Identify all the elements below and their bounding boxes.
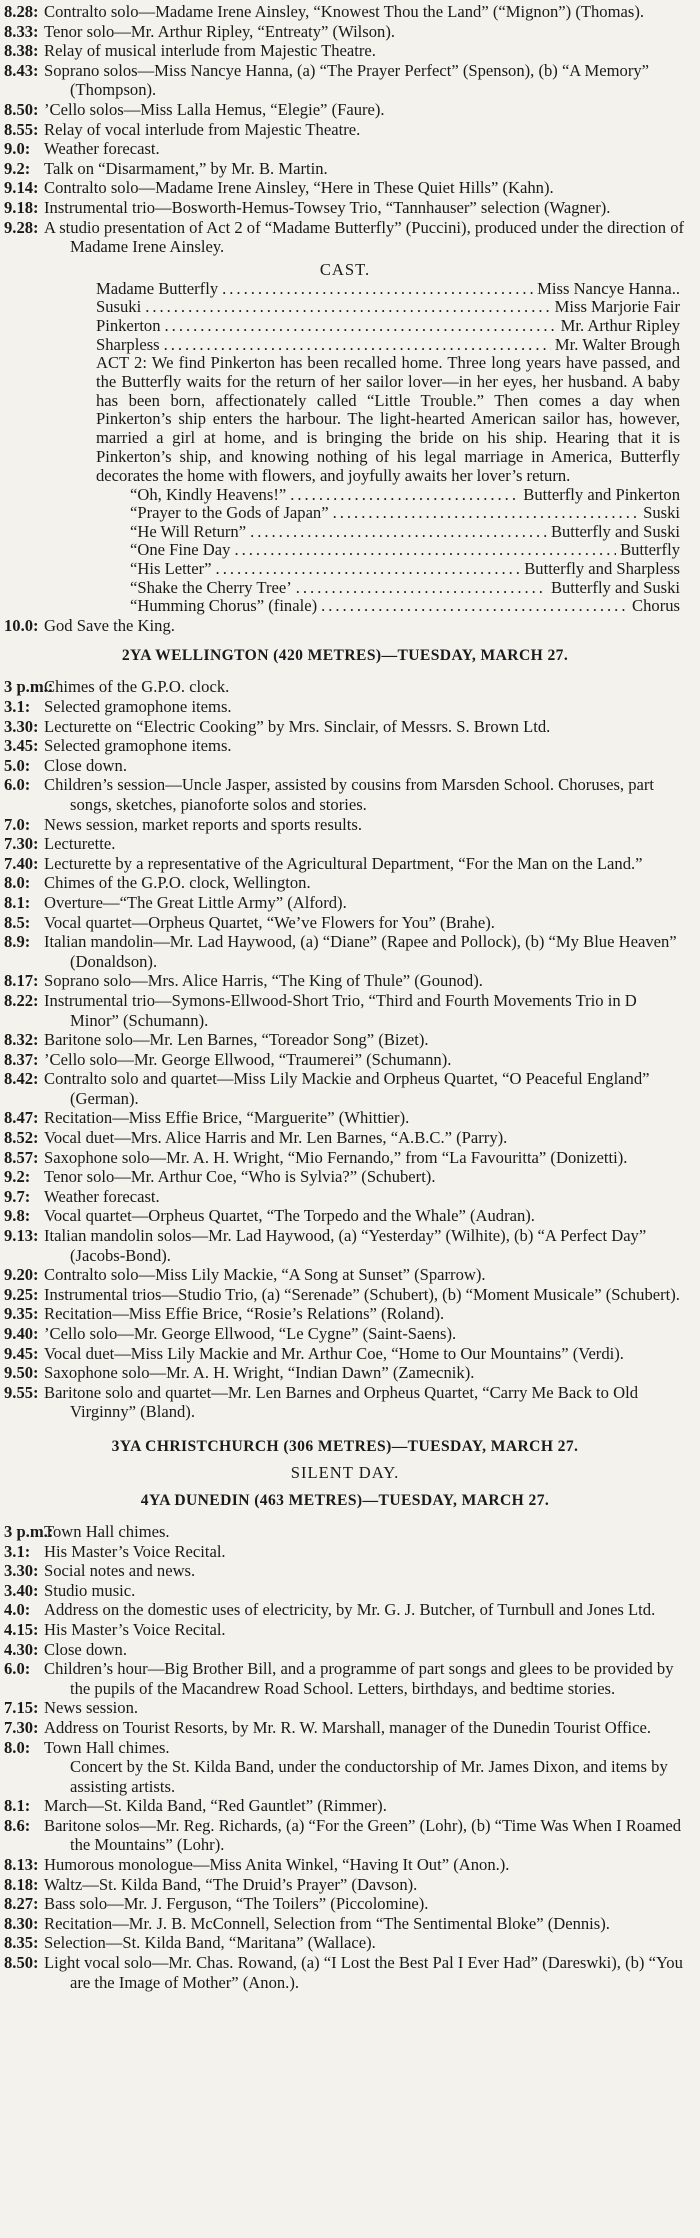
program-time: 9.7:	[4, 1186, 31, 1206]
program-time: 8.5:	[4, 912, 31, 932]
program-item	[4, 178, 686, 198]
program-item	[4, 736, 686, 756]
program-text: Italian mandolin solos—Mr. Lad Haywood, (a) “Yesterday” (Wilhite), (b) “A Perfect Day” (Jacobs-Bond).	[44, 1226, 647, 1265]
aria-line-right: Butterfly	[620, 540, 680, 560]
program-text: ’Cello solos—Miss Lalla Hemus, “Elegie” (Faure).	[44, 99, 385, 119]
aria-line-right: Suski	[643, 503, 680, 523]
aria-line-left: “One Fine Day	[130, 540, 231, 560]
program-text: Close down.	[44, 755, 127, 775]
program-time: 8.1:	[4, 1796, 31, 1816]
aria-line	[130, 579, 680, 598]
cast-line-left: Madame Butterfly	[96, 278, 219, 298]
program-text: Recitation—Mr. J. B. McConnell, Selection from “The Sentimental Bloke” (Dennis).	[44, 1913, 610, 1933]
program-item	[4, 1894, 686, 1914]
program-text: ’Cello solo—Mr. George Ellwood, “Le Cygne” (Saint-Saens).	[44, 1324, 457, 1344]
program-time: 8.0:	[4, 873, 31, 893]
aria-line-right: Butterfly and Sharpless	[524, 559, 680, 579]
program-item	[4, 1522, 686, 1542]
program-item	[4, 1698, 686, 1718]
program-time: 10.0:	[4, 615, 39, 635]
program-item	[4, 1953, 686, 1992]
program-text: Relay of vocal interlude from Majestic Theatre.	[44, 119, 361, 139]
program-item	[4, 697, 686, 717]
program-item	[4, 218, 686, 257]
program-time: 8.55:	[4, 119, 39, 139]
cast-line	[96, 298, 680, 317]
aria-line-right: Chorus	[632, 596, 680, 616]
program-text: Selected gramophone items.	[44, 736, 232, 756]
program-text: Children’s hour—Big Brother Bill, and a programme of part songs and glees to be provided by the pupils of the Macandrew Road School. Letters, birthdays, and bedtime stories.	[44, 1659, 674, 1698]
program-time: 9.18:	[4, 197, 39, 217]
program-item	[4, 893, 686, 913]
cast-line	[96, 317, 680, 336]
aria-line-right: Butterfly and Pinkerton	[523, 484, 680, 504]
program-item	[4, 913, 686, 933]
program-item	[4, 1875, 686, 1895]
program-time: 7.30:	[4, 834, 39, 854]
program-time: 9.0:	[4, 139, 31, 159]
program-item	[4, 1659, 686, 1698]
act2-synopsis: ACT 2: We find Pinkerton has been recalled home. Three long years have passed, and the Butterfly waits for the return of her sailor lover—in her eyes, her husband. A baby has been born, affectionately called “Little Trouble.” Then comes a day when Pinkerton’s ship enters the harbour. The light-hearted American sailor has, however, married a girl at home, and is bringing the bride on his ship. Hearing that it is Pinkerton’s ship, and knowing nothing of his legal marriage in America, Butterfly decorates the home with flowers, and joyfully awaits her lover’s return.	[96, 353, 680, 485]
program-item	[4, 932, 686, 971]
program-time: 3.30:	[4, 716, 39, 736]
program-time: 9.2:	[4, 158, 31, 178]
aria-line-left: “He Will Return”	[130, 521, 247, 541]
dot-leader	[250, 523, 547, 542]
program-item	[4, 1600, 686, 1620]
program-time: 9.14:	[4, 178, 39, 198]
program-text: His Master’s Voice Recital.	[44, 1541, 226, 1561]
program-item	[4, 677, 686, 697]
program-time: 8.22:	[4, 990, 39, 1010]
program-item	[4, 854, 686, 874]
program-time: 8.37:	[4, 1049, 39, 1069]
dot-leader	[296, 579, 547, 598]
cast-line	[96, 336, 680, 355]
program-text: Tenor solo—Mr. Arthur Coe, “Who is Sylvia?” (Schubert).	[44, 1167, 436, 1187]
program-time: 3.1:	[4, 1541, 31, 1561]
station-heading-dunedin: 4YA DUNEDIN (463 METRES)—TUESDAY, MARCH 27.	[140, 1491, 550, 1509]
program-text: Vocal duet—Miss Lily Mackie and Mr. Arthur Coe, “Home to Our Mountains” (Verdi).	[44, 1343, 624, 1363]
program-text: God Save the King.	[44, 615, 175, 635]
program-text: Town Hall chimes.	[44, 1737, 170, 1757]
program-item	[4, 1561, 686, 1581]
program-time: 8.52:	[4, 1128, 39, 1148]
program-time: 8.1:	[4, 892, 31, 912]
program-time: 8.17:	[4, 971, 39, 991]
program-item	[4, 1914, 686, 1934]
program-item	[4, 834, 686, 854]
program-time: 8.30:	[4, 1913, 39, 1933]
program-item	[4, 1265, 686, 1285]
program-item	[4, 1069, 686, 1108]
program-item	[4, 159, 686, 179]
program-time: 8.50:	[4, 99, 39, 119]
program-text: Address on Tourist Resorts, by Mr. R. W. Marshall, manager of the Dunedin Tourist Office.	[44, 1717, 651, 1737]
program-time: 8.13:	[4, 1855, 39, 1875]
program-item	[4, 1050, 686, 1070]
program-time: 3 p.m.:	[4, 1521, 54, 1541]
program-item	[4, 1796, 686, 1816]
program-time: 8.9:	[4, 932, 31, 952]
aria-line	[130, 523, 680, 542]
program-item	[4, 1148, 686, 1168]
program-item	[4, 775, 686, 814]
program-time: 8.35:	[4, 1933, 39, 1953]
program-item	[4, 1285, 686, 1305]
cast-heading: CAST.	[319, 259, 371, 279]
program-item	[4, 120, 686, 140]
dot-leader	[164, 336, 551, 355]
program-item	[4, 1108, 686, 1128]
program-text: Vocal quartet—Orpheus Quartet, “We’ve Flowers for You” (Brahe).	[44, 912, 495, 932]
program-time: 5.0:	[4, 755, 31, 775]
dot-leader	[333, 504, 640, 523]
program-text: Waltz—St. Kilda Band, “The Druid’s Prayer” (Davson).	[44, 1874, 418, 1894]
program-time: 9.8:	[4, 1206, 31, 1226]
program-time: 7.30:	[4, 1717, 39, 1737]
program-time: 4.0:	[4, 1600, 31, 1620]
program-item	[4, 1640, 686, 1660]
program-item	[4, 198, 686, 218]
dot-leader	[321, 597, 628, 616]
program-text: Overture—“The Great Little Army” (Alford).	[44, 892, 347, 912]
program-item	[4, 1344, 686, 1364]
program-text: Soprano solo—Mrs. Alice Harris, “The King of Thule” (Gounod).	[44, 971, 483, 991]
program-text: Baritone solo and quartet—Mr. Len Barnes and Orpheus Quartet, “Carry Me Back to Old Virginny” (Bland).	[44, 1382, 638, 1422]
silent-day-note: SILENT DAY.	[290, 1462, 400, 1482]
program-time: 4.15:	[4, 1619, 39, 1639]
dunedin-program	[4, 1522, 686, 1757]
program-text: Social notes and news.	[44, 1561, 196, 1581]
program-time: 7.40:	[4, 853, 39, 873]
program-time: 9.2:	[4, 1167, 31, 1187]
program-item	[4, 756, 686, 776]
aria-line-left: “Humming Chorus” (finale)	[130, 596, 318, 616]
program-time: 9.40:	[4, 1324, 39, 1344]
program-item	[4, 139, 686, 159]
dot-leader	[234, 541, 616, 560]
program-item	[4, 717, 686, 737]
cast-line	[96, 280, 680, 299]
program-text: Weather forecast.	[44, 1186, 160, 1206]
program-time: 8.6:	[4, 1815, 31, 1835]
program-text: Italian mandolin—Mr. Lad Haywood, (a) “Diane” (Rapee and Pollock), (b) “My Blue Heaven” (Donaldson).	[44, 932, 677, 971]
program-time: 3.40:	[4, 1580, 39, 1600]
program-time: 8.33:	[4, 21, 39, 41]
program-item	[4, 1324, 686, 1344]
program-text: Baritone solos—Mr. Reg. Richards, (a) “For the Green” (Lohr), (b) “Time Was When I Roamed the Mountains” (Lohr).	[44, 1815, 682, 1855]
program-time: 9.45:	[4, 1343, 39, 1363]
cast-line-left: Sharpless	[96, 334, 160, 354]
aria-line	[130, 541, 680, 560]
program-time: 7.15:	[4, 1698, 39, 1718]
program-item	[4, 971, 686, 991]
program-text: Contralto solo—Madame Irene Ainsley, “Knowest Thou the Land” (“Mignon”) (Thomas).	[44, 2, 644, 21]
program-item	[4, 2, 686, 22]
program-item	[4, 991, 686, 1030]
program-text: Weather forecast.	[44, 139, 160, 159]
program-text: Selected gramophone items.	[44, 697, 232, 717]
aria-line-right: Butterfly and Suski	[550, 521, 680, 541]
aria-line-left: “Prayer to the Gods of Japan”	[130, 503, 329, 523]
program-text: Address on the domestic uses of electricity, by Mr. G. J. Butcher, of Turnbull and Jones Ltd.	[44, 1600, 656, 1620]
wellington-program	[4, 677, 686, 1422]
program-text: Talk on “Disarmament,” by Mr. B. Martin.	[44, 158, 328, 178]
program-text: Vocal duet—Mrs. Alice Harris and Mr. Len Barnes, “A.B.C.” (Parry).	[44, 1128, 508, 1148]
program-item	[4, 1187, 686, 1207]
program-text: Contralto solo—Madame Irene Ainsley, “Here in These Quiet Hills” (Kahn).	[44, 178, 554, 198]
program-time: 3.30:	[4, 1561, 39, 1581]
program-item	[4, 1167, 686, 1187]
program-text: Chimes of the G.P.O. clock, Wellington.	[44, 873, 311, 893]
program-time: 9.28:	[4, 217, 39, 237]
program-text: Baritone solo—Mr. Len Barnes, “Toreador Song” (Bizet).	[44, 1030, 429, 1050]
program-time: 7.0:	[4, 814, 31, 834]
aria-line	[130, 486, 680, 505]
program-item	[4, 1855, 686, 1875]
station-heading-christchurch: 3YA CHRISTCHURCH (306 METRES)—TUESDAY, MARCH 27.	[111, 1437, 579, 1455]
program-time: 8.50:	[4, 1953, 39, 1973]
cast-line-right: Miss Nancye Hanna..	[537, 278, 680, 298]
cast-line-right: Mr. Walter Brough	[554, 334, 680, 354]
program-text: Lecturette by a representative of the Agricultural Department, “For the Man on the Land.”	[44, 853, 643, 873]
program-item	[4, 1816, 686, 1855]
program-text: Children’s session—Uncle Jasper, assisted by cousins from Marsden School. Choruses, part songs, sketches, pianoforte solos and stories.	[44, 775, 654, 814]
concert-note: Concert by the St. Kilda Band, under the conductorship of Mr. James Dixon, and items by assisting artists.	[70, 1757, 668, 1796]
program-text: Instrumental trio—Bosworth-Hemus-Towsey Trio, “Tannhauser” selection (Wagner).	[44, 197, 611, 217]
program-text: Relay of musical interlude from Majestic Theatre.	[44, 41, 376, 61]
program-text: Studio music.	[44, 1580, 136, 1600]
program-text: News session.	[44, 1698, 139, 1718]
station-heading-wellington: 2YA WELLINGTON (420 METRES)—TUESDAY, MARCH 27.	[121, 647, 569, 665]
program-time: 8.43:	[4, 60, 39, 80]
program-item	[4, 1620, 686, 1640]
program-item	[4, 1206, 686, 1226]
program-time: 8.38:	[4, 41, 39, 61]
aria-list	[4, 486, 686, 616]
program-item	[4, 1738, 686, 1758]
program-time: 6.0:	[4, 775, 31, 795]
program-item	[4, 1030, 686, 1050]
cast-line-right: Mr. Arthur Ripley	[560, 315, 680, 335]
program-text: Contralto solo and quartet—Miss Lily Mackie and Orpheus Quartet, “O Peaceful England” (German).	[44, 1069, 650, 1108]
aria-line-right: Butterfly and Suski	[550, 577, 680, 597]
dot-leader	[290, 486, 519, 505]
program-item	[4, 1383, 686, 1422]
cast-list	[4, 280, 686, 354]
program-time: 9.55:	[4, 1382, 39, 1402]
dot-leader	[222, 280, 533, 299]
program-text: March—St. Kilda Band, “Red Gauntlet” (Rimmer).	[44, 1796, 387, 1816]
program-item-closing	[4, 616, 686, 636]
program-item	[4, 815, 686, 835]
program-item	[4, 1304, 686, 1324]
program-text: Lecturette.	[44, 834, 116, 854]
program-time: 9.25:	[4, 1284, 39, 1304]
program-text: Chimes of the G.P.O. clock.	[44, 677, 230, 697]
program-text: Vocal quartet—Orpheus Quartet, “The Torpedo and the Whale” (Audran).	[44, 1206, 535, 1226]
dot-leader	[165, 317, 557, 336]
program-time: 8.32:	[4, 1030, 39, 1050]
program-text: Humorous monologue—Miss Anita Winkel, “Having It Out” (Anon.).	[44, 1855, 510, 1875]
program-text: Light vocal solo—Mr. Chas. Rowand, (a) “I Lost the Best Pal I Ever Had” (Dareswki), (b) “You are the Image of Mother” (Anon.).	[44, 1953, 683, 1992]
program-time: 9.35:	[4, 1304, 39, 1324]
aria-line	[130, 560, 680, 579]
program-time: 8.18:	[4, 1874, 39, 1894]
program-text: His Master’s Voice Recital.	[44, 1619, 226, 1639]
program-text: ’Cello solo—Mr. George Ellwood, “Traumerei” (Schumann).	[44, 1049, 452, 1069]
program-text: Lecturette on “Electric Cooking” by Mrs. Sinclair, of Messrs. S. Brown Ltd.	[44, 716, 551, 736]
program-text: Town Hall chimes.	[44, 1521, 170, 1541]
program-text: Selection—St. Kilda Band, “Maritana” (Wallace).	[44, 1933, 376, 1953]
program-time: 9.13:	[4, 1226, 39, 1246]
program-text: A studio presentation of Act 2 of “Madame Butterfly” (Puccini), produced under the direction of Madame Irene Ainsley.	[44, 217, 685, 257]
program-time: 8.0:	[4, 1737, 31, 1757]
program-time: 8.27:	[4, 1894, 39, 1914]
program-time: 6.0:	[4, 1659, 31, 1679]
program-item	[4, 1718, 686, 1738]
program-item	[4, 873, 686, 893]
dot-leader	[216, 560, 521, 579]
program-text: Instrumental trios—Studio Trio, (a) “Serenade” (Schubert), (b) “Moment Musicale” (Schubert).	[44, 1284, 680, 1304]
program-text: Bass solo—Mr. J. Ferguson, “The Toilers” (Piccolomine).	[44, 1894, 429, 1914]
program-time: 9.20:	[4, 1265, 39, 1285]
program-item	[4, 61, 686, 100]
program-item	[4, 1128, 686, 1148]
program-text: Soprano solos—Miss Nancye Hanna, (a) “The Prayer Perfect” (Spenson), (b) “A Memory” (Thompson).	[44, 60, 650, 100]
dunedin-program-concert	[4, 1796, 686, 1992]
program-item	[4, 1542, 686, 1562]
cast-line-left: Pinkerton	[96, 315, 161, 335]
program-item	[4, 1363, 686, 1383]
cast-line-left: Susuki	[96, 297, 142, 317]
program-time: 8.47:	[4, 1108, 39, 1128]
program-text: Saxophone solo—Mr. A. H. Wright, “Mio Fernando,” from “La Favouritta” (Donizetti).	[44, 1147, 628, 1167]
program-text: Recitation—Miss Effie Brice, “Rosie’s Relations” (Roland).	[44, 1304, 445, 1324]
program-text: Instrumental trio—Symons-Ellwood-Short Trio, “Third and Fourth Movements Trio in D Minor” (Schumann).	[44, 990, 637, 1030]
program-text: Close down.	[44, 1639, 127, 1659]
aria-line	[130, 597, 680, 616]
program-text: Tenor solo—Mr. Arthur Ripley, “Entreaty” (Wilson).	[44, 21, 396, 41]
program-time: 8.42:	[4, 1069, 39, 1089]
program-text: Contralto solo—Miss Lily Mackie, “A Song at Sunset” (Sparrow).	[44, 1265, 486, 1285]
program-item	[4, 1581, 686, 1601]
program-time: 3 p.m.:	[4, 677, 54, 697]
aria-line-left: “His Letter”	[130, 559, 212, 579]
program-item	[4, 1933, 686, 1953]
program-time: 3.1:	[4, 697, 31, 717]
cast-line-right: Miss Marjorie Fair	[554, 297, 680, 317]
program-time: 8.57:	[4, 1147, 39, 1167]
program-text: Recitation—Miss Effie Brice, “Marguerite” (Whittier).	[44, 1108, 410, 1128]
program-time: 4.30:	[4, 1639, 39, 1659]
program-item	[4, 1226, 686, 1265]
aria-line	[130, 504, 680, 523]
program-time: 3.45:	[4, 736, 39, 756]
program-item	[4, 41, 686, 61]
section1-program	[4, 2, 686, 257]
aria-line-left: “Shake the Cherry Tree’	[130, 577, 292, 597]
program-text: News session, market reports and sports results.	[44, 814, 362, 834]
program-item	[4, 100, 686, 120]
program-item	[4, 22, 686, 42]
program-time: 8.28:	[4, 2, 39, 21]
aria-line-left: “Oh, Kindly Heavens!”	[130, 484, 287, 504]
program-text: Saxophone solo—Mr. A. H. Wright, “Indian Dawn” (Zamecnik).	[44, 1363, 475, 1383]
dot-leader	[145, 298, 550, 317]
program-time: 9.50:	[4, 1363, 39, 1383]
